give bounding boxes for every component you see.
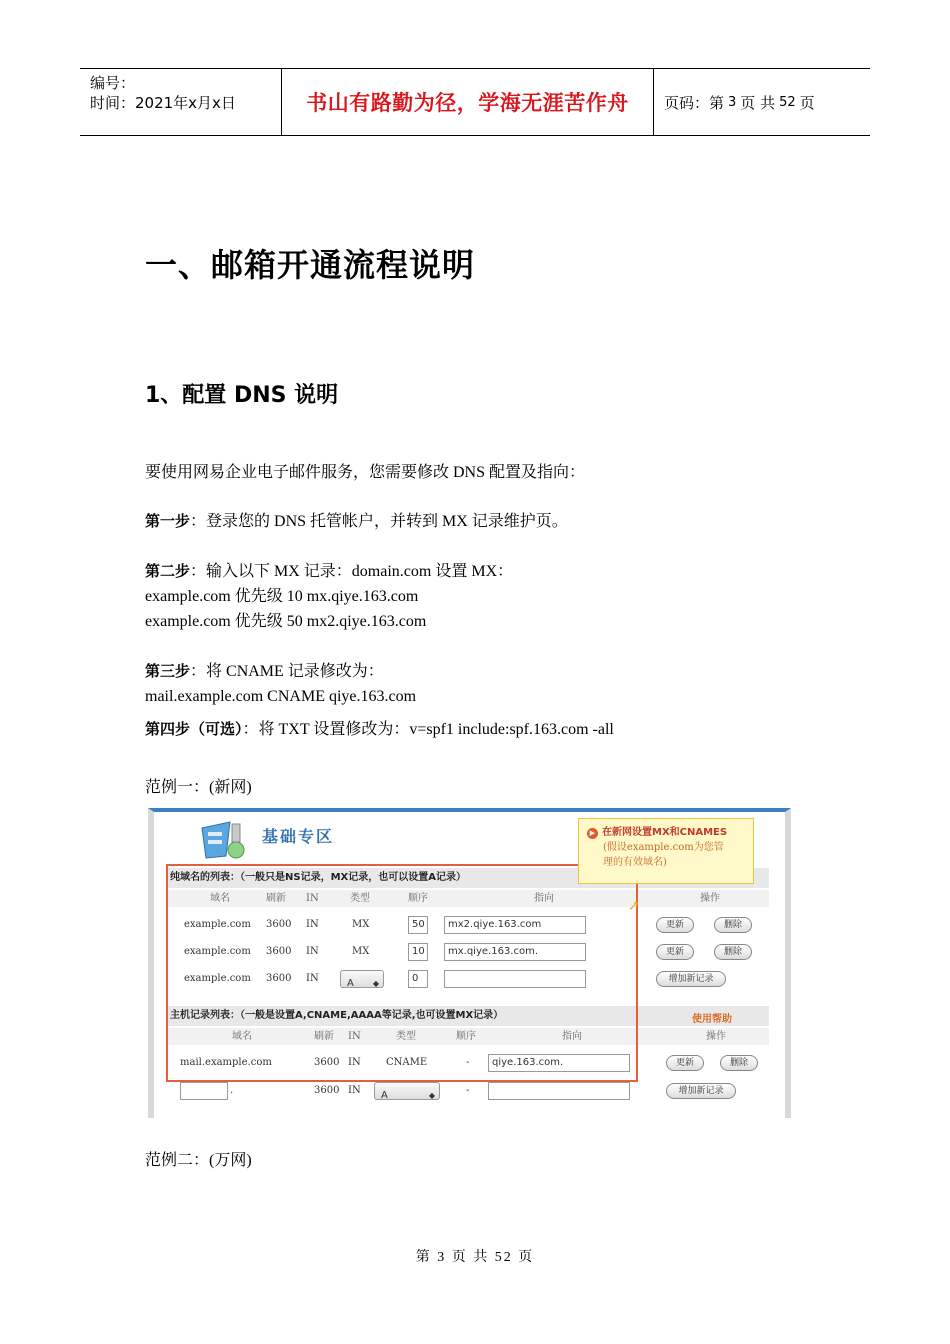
- table-row: [166, 1078, 769, 1104]
- delete-button[interactable]: 删除: [714, 944, 752, 960]
- table-row: [166, 939, 769, 965]
- update-button[interactable]: 更新: [656, 917, 694, 933]
- header-page-info: [654, 69, 870, 135]
- section2-label: 主机记录列表：（一般是设置A,CNAME,AAAA等记录,也可设置MX记录）: [166, 1006, 769, 1026]
- col-action: 操作: [706, 1031, 726, 1042]
- callout-note: [578, 818, 754, 884]
- update-button[interactable]: 更新: [656, 944, 694, 960]
- record-ttl: 3600: [266, 919, 292, 930]
- table-row: [166, 1050, 769, 1076]
- step1-text: ：登录您的 DNS 托管帐户，并转到 MX 记录维护页。: [190, 513, 568, 530]
- page-suffix: 页: [799, 93, 815, 112]
- col-domain: 域名: [232, 1031, 252, 1042]
- step2-line1: example.com 优先级 10 mx.qiye.163.com: [145, 588, 419, 605]
- section2-column-header: [166, 1028, 769, 1045]
- step1-paragraph: [145, 509, 568, 534]
- section1-column-header: [166, 890, 769, 907]
- document-header: [80, 68, 870, 136]
- col-action: 操作: [700, 893, 720, 904]
- step4-text: ：将 TXT 设置修改为：v=spf1 include:spf.163.com -all: [242, 721, 614, 738]
- record-order: -: [466, 1085, 470, 1096]
- record-type: MX: [352, 919, 370, 930]
- record-type: MX: [352, 946, 370, 957]
- example2-caption: 范例二：(万网): [145, 1152, 252, 1169]
- number-label: 编号：: [90, 74, 136, 92]
- dns-panel-screenshot: [148, 808, 791, 1118]
- col-type: 类型: [396, 1031, 416, 1042]
- section1-label: 纯域名的列表：（一般只是NS记录，MX记录，也可以设置A记录）: [166, 868, 769, 888]
- step2-line2: example.com 优先级 50 mx2.qiye.163.com: [145, 613, 427, 630]
- record-domain: .: [230, 1085, 234, 1096]
- step4-paragraph: [145, 717, 614, 742]
- col-ttl: 刷新: [314, 1031, 334, 1042]
- step3-text: ：将 CNAME 记录修改为：: [190, 663, 384, 680]
- record-domain: example.com: [184, 946, 251, 957]
- host-input[interactable]: [180, 1082, 228, 1100]
- type-select[interactable]: [340, 970, 384, 988]
- page-title: 一、邮箱开通流程说明: [145, 246, 476, 284]
- callout-sub2: 理的有效域名): [603, 857, 667, 868]
- record-ttl: 3600: [266, 946, 292, 957]
- col-order: 顺序: [456, 1031, 476, 1042]
- target-input[interactable]: [444, 970, 586, 988]
- col-in: IN: [306, 893, 319, 904]
- time-label: 时间：2021年x月x日: [90, 94, 236, 112]
- record-ttl: 3600: [314, 1057, 340, 1068]
- play-icon: ▶: [587, 828, 598, 839]
- type-select[interactable]: [374, 1082, 440, 1100]
- header-motto: 书山有路勤为径，学海无涯苦作舟: [282, 69, 654, 135]
- server-icon: [196, 818, 250, 862]
- col-target: 指向: [534, 893, 554, 904]
- record-domain: mail.example.com: [180, 1057, 272, 1068]
- record-type: CNAME: [386, 1057, 428, 1068]
- order-input[interactable]: 10: [408, 943, 428, 961]
- target-input[interactable]: qiye.163.com.: [488, 1054, 630, 1072]
- add-record-button[interactable]: 增加新记录: [656, 971, 726, 987]
- step2-paragraph: [145, 559, 513, 634]
- type-select-value: A: [347, 978, 354, 989]
- col-in: IN: [348, 1031, 361, 1042]
- help-link[interactable]: 使用帮助: [692, 1014, 732, 1025]
- record-ttl: 3600: [314, 1085, 340, 1096]
- step3-line1: mail.example.com CNAME qiye.163.com: [145, 688, 417, 705]
- page-mid: 页 共: [740, 93, 776, 112]
- table-row: [166, 912, 769, 938]
- record-in: IN: [306, 946, 319, 957]
- target-input[interactable]: mx2.qiye.163.com: [444, 916, 586, 934]
- record-in: IN: [348, 1085, 361, 1096]
- order-input[interactable]: 50: [408, 916, 428, 934]
- record-in: IN: [348, 1057, 361, 1068]
- record-in: IN: [306, 973, 319, 984]
- step2-text: ：输入以下 MX 记录：domain.com 设置 MX：: [190, 563, 514, 580]
- delete-button[interactable]: 删除: [720, 1055, 758, 1071]
- step3-label: 第三步: [145, 662, 191, 680]
- callout-sub1: (假设example.com为您管: [603, 842, 724, 853]
- example1-caption: 范例一：(新网): [145, 779, 252, 796]
- table-row: [166, 966, 769, 992]
- update-button[interactable]: 更新: [666, 1055, 704, 1071]
- step2-label: 第二步: [145, 562, 191, 580]
- step4-label: 第四步（可选）: [145, 720, 243, 738]
- col-type: 类型: [350, 893, 370, 904]
- delete-button[interactable]: 删除: [714, 917, 752, 933]
- page-current: 3: [728, 94, 737, 110]
- col-target: 指向: [562, 1031, 582, 1042]
- record-domain: example.com: [184, 919, 251, 930]
- section-title: 1、配置 DNS 说明: [145, 383, 339, 408]
- col-order: 顺序: [408, 893, 428, 904]
- record-in: IN: [306, 919, 319, 930]
- step1-label: 第一步: [145, 512, 191, 530]
- intro-paragraph: 要使用网易企业电子邮件服务，您需要修改 DNS 配置及指向：: [145, 464, 586, 481]
- record-order: -: [466, 1057, 470, 1068]
- pointer-arrow-icon: ➚: [628, 898, 640, 914]
- step3-paragraph: [145, 659, 416, 709]
- target-input[interactable]: [488, 1082, 630, 1100]
- page-prefix: 页码：第: [664, 93, 725, 112]
- type-select-value: A: [381, 1090, 388, 1101]
- page-total: 52: [779, 94, 796, 110]
- panel-title: 基础专区: [262, 827, 335, 846]
- add-record-button[interactable]: 增加新记录: [666, 1083, 736, 1099]
- callout-title: 在新网设置MX和CNAMES: [602, 827, 728, 838]
- header-meta: [80, 69, 282, 135]
- chevron-updown-icon: ◆: [372, 979, 379, 988]
- order-input[interactable]: 0: [408, 970, 428, 988]
- col-domain: 域名: [210, 893, 230, 904]
- target-input[interactable]: mx.qiye.163.com.: [444, 943, 586, 961]
- chevron-updown-icon: ◆: [428, 1091, 435, 1100]
- record-ttl: 3600: [266, 973, 292, 984]
- col-ttl: 刷新: [266, 893, 286, 904]
- record-domain: example.com: [184, 973, 251, 984]
- page-footer: 第 3 页 共 52 页: [415, 1250, 535, 1265]
